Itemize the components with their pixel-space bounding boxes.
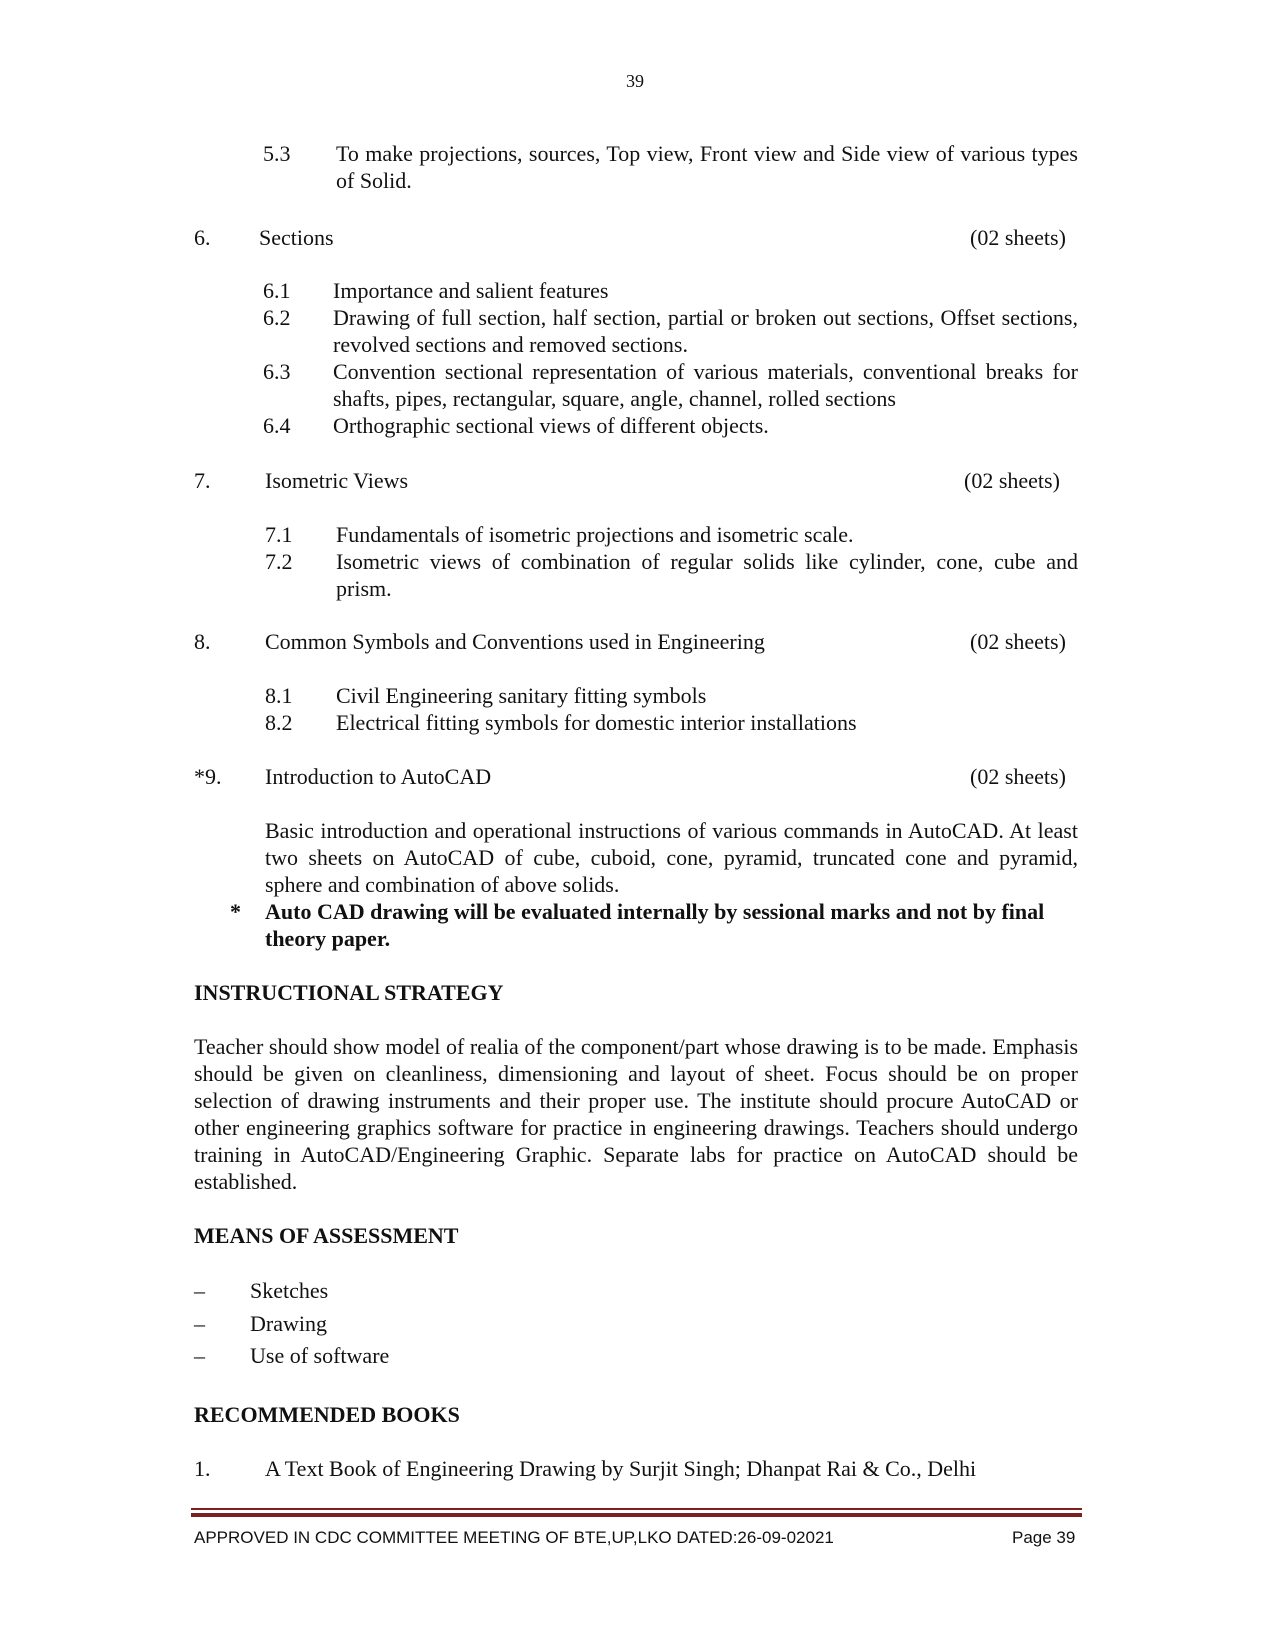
item-number: 8.1	[265, 683, 293, 708]
item-text: Isometric views of combination of regular solids like cylinder, cone, cube and prism.	[336, 549, 1078, 601]
book-entry: A Text Book of Engineering Drawing by Surjit Singh; Dhanpat Rai & Co., Delhi	[265, 1456, 977, 1481]
item-number: 8.2	[265, 710, 293, 735]
section-sheets: (02 sheets)	[970, 629, 1066, 654]
item-text: Fundamentals of isometric projections and isometric scale.	[336, 522, 854, 547]
section-title: Isometric Views	[265, 468, 409, 493]
section-sheets: (02 sheets)	[964, 468, 1060, 493]
section-number: 6.	[194, 225, 211, 250]
heading-means-of-assessment: MEANS OF ASSESSMENT	[194, 1223, 459, 1248]
item-text: Convention sectional representation of various materials, conventional breaks for shafts, pipes, rectangular, square, angle, channel, rolled sections	[333, 359, 1078, 411]
item-text: Drawing of full section, half section, partial or broken out sections, Offset sections, revolved sections and removed sections.	[333, 305, 1078, 357]
item-number: 6.3	[263, 359, 291, 384]
bullet-dash: –	[194, 1311, 205, 1336]
item-number: 6.2	[263, 305, 291, 330]
section-sheets: (02 sheets)	[970, 225, 1066, 250]
item-number: 7.1	[265, 522, 293, 547]
item-number: 6.4	[263, 413, 291, 438]
page-number-top: 39	[626, 71, 644, 91]
item-number: 5.3	[263, 141, 291, 166]
section-title: Common Symbols and Conventions used in Engineering	[265, 629, 765, 654]
autocad-note: Auto CAD drawing will be evaluated internally by sessional marks and not by final theory paper.	[265, 899, 1045, 951]
footer-rule-top	[191, 1508, 1082, 1510]
assessment-item: Sketches	[250, 1278, 329, 1303]
book-number: 1.	[194, 1456, 211, 1481]
section-sheets: (02 sheets)	[970, 764, 1066, 789]
bullet-dash: –	[194, 1343, 205, 1368]
instructional-strategy-body: Teacher should show model of realia of the component/part whose drawing is to be made. Emphasis should be given on cleanliness, dimensioning and layout of sheet. Focus should be on proper selection of drawing instruments and their proper use. The institute should procure AutoCAD or other engineering graphics software for practice in engineering drawings. Teachers should undergo training in AutoCAD/Engineering Graphic. Separate labs for practice on AutoCAD should be established.	[194, 1034, 1078, 1194]
section-title: Introduction to AutoCAD	[265, 764, 492, 789]
section-body: Basic introduction and operational instructions of various commands in AutoCAD. At least two sheets on AutoCAD of cube, cuboid, cone, pyramid, truncated cone and pyramid, sphere and combination of above solids.	[265, 818, 1078, 897]
section-title: Sections	[259, 225, 334, 250]
footer-page-number: Page 39	[1012, 1528, 1076, 1547]
assessment-item: Use of software	[250, 1343, 390, 1368]
item-text: Electrical fitting symbols for domestic interior installations	[336, 710, 857, 735]
item-text: Importance and salient features	[333, 278, 609, 303]
item-number: 6.1	[263, 278, 291, 303]
item-text: Civil Engineering sanitary fitting symbols	[336, 683, 707, 708]
assessment-item: Drawing	[250, 1311, 327, 1336]
footer-rule-bottom	[191, 1513, 1082, 1517]
section-number: *9.	[194, 764, 222, 789]
item-number: 7.2	[265, 549, 293, 574]
note-marker: *	[230, 899, 241, 924]
item-text: To make projections, sources, Top view, Front view and Side view of various types of Solid.	[336, 141, 1078, 193]
section-number: 8.	[194, 629, 211, 654]
section-number: 7.	[194, 468, 211, 493]
heading-recommended-books: RECOMMENDED BOOKS	[194, 1402, 460, 1427]
item-text: Orthographic sectional views of different objects.	[333, 413, 769, 438]
heading-instructional-strategy: INSTRUCTIONAL STRATEGY	[194, 980, 504, 1005]
bullet-dash: –	[194, 1278, 205, 1303]
footer-approval: APPROVED IN CDC COMMITTEE MEETING OF BTE,UP,LKO DATED:26-09-02021	[194, 1528, 834, 1547]
